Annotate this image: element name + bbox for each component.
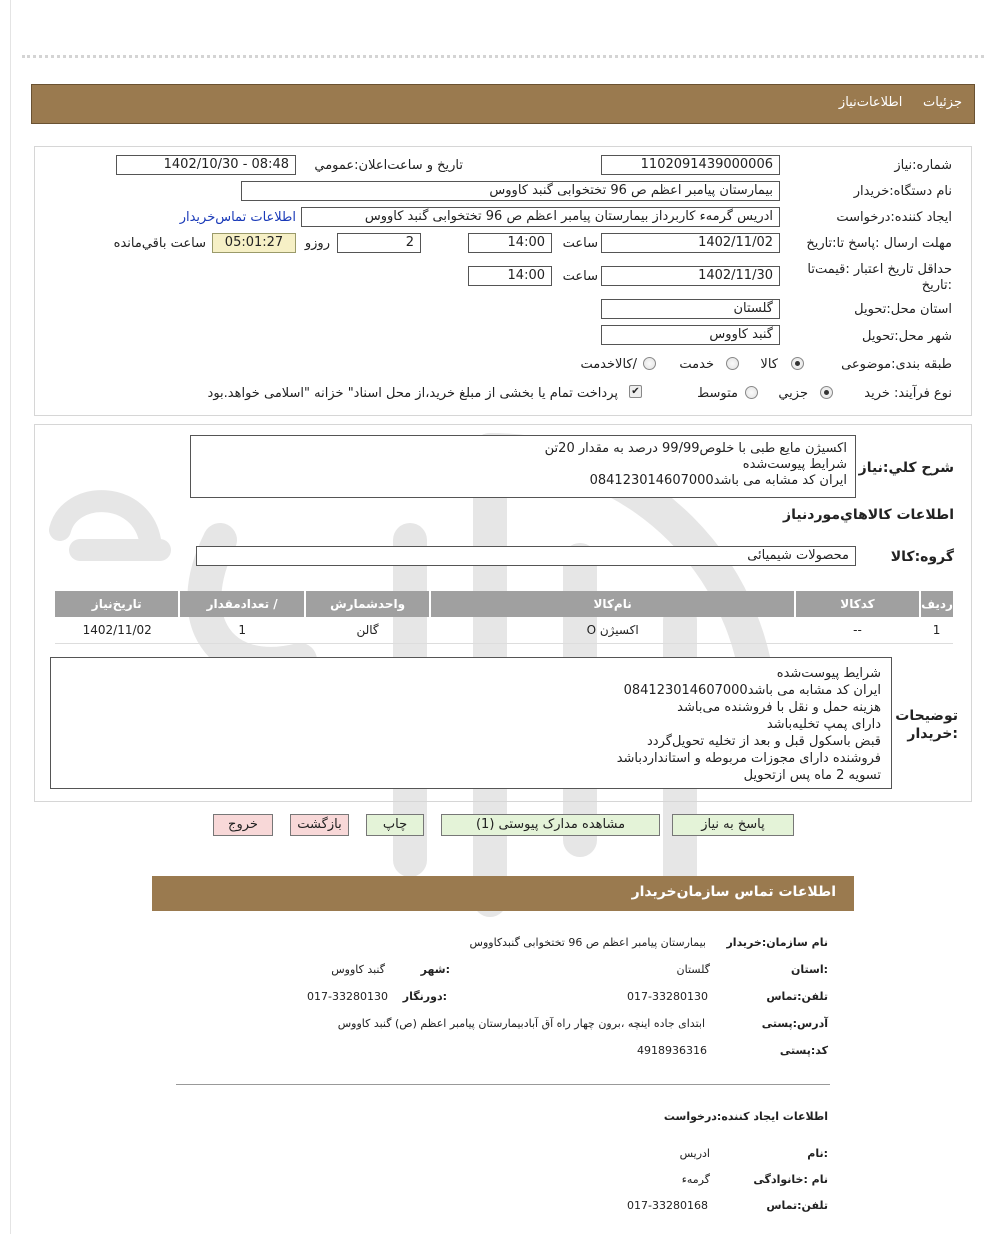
- need-number-field: 1102091439000006: [601, 155, 780, 175]
- province-field: گلستان: [601, 299, 780, 319]
- category-service-label: خدمت: [679, 357, 714, 372]
- contact-city-label: :شهر: [420, 963, 450, 976]
- province-label: استان محل:تحویل: [854, 302, 952, 317]
- cell-quantity: 1: [179, 617, 304, 644]
- contact-city-value: گنبد کاووس: [331, 963, 385, 976]
- process-minor-radio[interactable]: [820, 386, 833, 399]
- print-button[interactable]: چاپ: [366, 814, 424, 836]
- days-label: روزو: [304, 236, 330, 251]
- category-goods-service-label: /کالاخدمت: [580, 357, 637, 372]
- process-label: نوع فرآیند: خرید: [864, 386, 952, 401]
- left-border-line: [10, 0, 11, 1234]
- contact-fax-value: 017-33280130: [307, 990, 388, 1003]
- creator-phone-label: تلفن:تماس: [766, 1199, 828, 1212]
- reply-button[interactable]: پاسخ به نیاز: [672, 814, 794, 836]
- buyer-org-label: نام دستگاه:خریدار: [853, 184, 952, 199]
- goods-info-title: اطلاعات کالاهاي‌موردنیاز: [783, 507, 954, 523]
- contact-phone-value: 017-33280130: [627, 990, 708, 1003]
- col-quantity: / تعدادمقدار: [179, 591, 304, 617]
- category-service-radio[interactable]: [726, 357, 739, 370]
- contact-address-value: ابتدای جاده اینچه ،برون چهار راه آق آبادبیمارستان پیامبر اعظم (ص) گنبد کاووس: [337, 1017, 705, 1030]
- note-line: هزینه حمل و نقل با فروشنده می‌باشد: [677, 700, 881, 715]
- creator-phone-value: 017-33280168: [627, 1199, 708, 1212]
- note-line: شرایط پیوست‌شده: [776, 666, 881, 681]
- contact-org-value: بیمارستان پیامبر اعظم ص 96 تختخوابی گنبدکاووس: [469, 936, 706, 949]
- validity-label-2: :تاریخ: [921, 278, 952, 293]
- process-medium-radio[interactable]: [745, 386, 758, 399]
- back-button[interactable]: بازگشت: [290, 814, 349, 836]
- category-goods-service-radio[interactable]: [643, 357, 656, 370]
- view-documents-button[interactable]: مشاهده مدارک پیوستی (1): [441, 814, 660, 836]
- category-goods-radio[interactable]: [791, 357, 804, 370]
- category-label: طبقه بندی:موضوعی: [841, 357, 952, 372]
- cell-row: 1: [920, 617, 953, 644]
- exit-button[interactable]: خروج: [213, 814, 273, 836]
- validity-time-field: 14:00: [468, 266, 552, 286]
- days-field: 2: [337, 233, 421, 253]
- buyer-contact-header: [152, 876, 854, 911]
- need-number-label: شماره:نیاز: [894, 158, 952, 173]
- contact-address-label: آدرس:پستی: [761, 1017, 828, 1030]
- summary-title-label: شرح کلي:نیاز: [858, 460, 954, 476]
- remaining-time-field: 05:01:27: [212, 233, 296, 253]
- note-line: قبض باسکول قبل و بعد از تخلیه تحویل‌گردد: [647, 734, 881, 749]
- creator-field: ادریس گرمهء کاربرداز بیمارستان پیامبر اعظم ص 96 تختخوابی گنبد کاووس: [301, 207, 780, 227]
- buyer-notes-label: توضیحات: [895, 708, 958, 724]
- creator-family-value: گرمهء: [681, 1173, 710, 1186]
- creator-name-value: ادریس: [679, 1147, 710, 1160]
- announce-date-field: 1402/10/30 - 08:48: [116, 155, 296, 175]
- cell-need-date: 1402/11/02: [55, 617, 179, 644]
- creator-info-title: اطلاعات ایجاد کننده:درخواست: [663, 1110, 828, 1123]
- cell-code: --: [795, 617, 920, 644]
- contact-phone-label: تلفن:تماس: [766, 990, 828, 1003]
- table-row: [55, 617, 953, 644]
- buyer-org-field: بیمارستان پیامبر اعظم ص 96 تختخوابی گنبد کاووس: [241, 181, 780, 201]
- deadline-time-label: ساعت: [562, 236, 598, 251]
- contact-org-label: نام سازمان:خریدار: [726, 936, 828, 949]
- validity-time-label: ساعت: [562, 269, 598, 284]
- note-line: تسویه 2 ماه پس ازتحویل: [743, 768, 881, 783]
- header-tabs: [839, 95, 962, 110]
- category-goods-label: کالا: [760, 357, 778, 372]
- creator-name-label: :نام: [807, 1147, 828, 1160]
- city-label: شهر محل:تحویل: [862, 329, 952, 344]
- creator-label: ایجاد کننده:درخواست: [836, 210, 952, 225]
- summary-line: شرایط پیوست‌شده: [742, 457, 847, 472]
- summary-description-box: [190, 435, 856, 498]
- goods-group-label: گروه:کالا: [890, 549, 954, 565]
- cell-unit: گالن: [305, 617, 430, 644]
- validity-date-field: 1402/11/30: [601, 266, 780, 286]
- buyer-contact-title: اطلاعات تماس سازمان‌خریدار: [631, 884, 836, 900]
- contact-postal-value: 4918936316: [637, 1044, 707, 1057]
- note-line: فروشنده دارای مجوزات مربوطه و استانداردباشد: [616, 751, 881, 766]
- validity-label: حداقل تاریخ اعتبار :قیمت‌تا: [807, 262, 952, 277]
- note-line: دارای پمپ تخلیه‌باشد: [766, 717, 881, 732]
- col-name: نام‌کالا: [430, 591, 795, 617]
- process-minor-label: جزیي: [778, 386, 808, 401]
- deadline-label: مهلت ارسال :پاسخ تا:تاریخ: [806, 236, 952, 251]
- note-line: ایران کد مشابه می باشد084123014607000: [623, 683, 881, 698]
- city-field: گنبد کاووس: [601, 325, 780, 345]
- contact-fax-label: :دورنگار: [402, 990, 447, 1003]
- contact-province-label: :استان: [791, 963, 828, 976]
- deadline-time-field: 14:00: [468, 233, 552, 253]
- goods-group-field: محصولات شیمیائی: [196, 546, 856, 566]
- tab-need-info[interactable]: اطلاعات‌نیاز: [838, 95, 903, 110]
- page-header-bar: [31, 84, 975, 124]
- tab-details[interactable]: جزئیات: [923, 95, 962, 110]
- cell-name: اکسیژن O: [430, 617, 795, 644]
- col-unit: واحدشمارش: [305, 591, 430, 617]
- payment-checkbox[interactable]: ✔: [629, 385, 642, 398]
- goods-table: [55, 591, 953, 644]
- creator-family-label: نام :خانوادگی: [753, 1173, 828, 1186]
- contact-postal-label: کد:پستی: [779, 1044, 828, 1057]
- announce-date-label: تاریخ و ساعت‌اعلان:عمومي: [314, 158, 463, 173]
- buyer-contact-link[interactable]: اطلاعات تماس‌خریدار: [179, 210, 296, 225]
- top-dotted-divider: [22, 55, 984, 58]
- table-header-row: [55, 591, 953, 617]
- remaining-time-label: ساعت باقي‌مانده: [113, 236, 206, 251]
- contact-province-value: گلستان: [676, 963, 710, 976]
- buyer-notes-box: [50, 657, 892, 789]
- col-code: کدکالا: [795, 591, 920, 617]
- process-medium-label: متوسط: [697, 386, 738, 401]
- buyer-notes-label-2: :خریدار: [907, 726, 958, 742]
- col-need-date: تاریخ‌نیاز: [55, 591, 179, 617]
- deadline-date-field: 1402/11/02: [601, 233, 780, 253]
- section-divider: [176, 1084, 830, 1085]
- payment-note: پرداخت تمام یا بخشی از مبلغ خرید،از محل اسناد" خزانه "اسلامی خواهد.بود: [207, 386, 618, 401]
- summary-line: ایران کد مشابه می باشد084123014607000: [589, 473, 847, 488]
- summary-line: اکسیژن مایع طبی با خلوص99/99 درصد به مقدار 20تن: [544, 441, 847, 456]
- col-row: ردیف: [920, 591, 953, 617]
